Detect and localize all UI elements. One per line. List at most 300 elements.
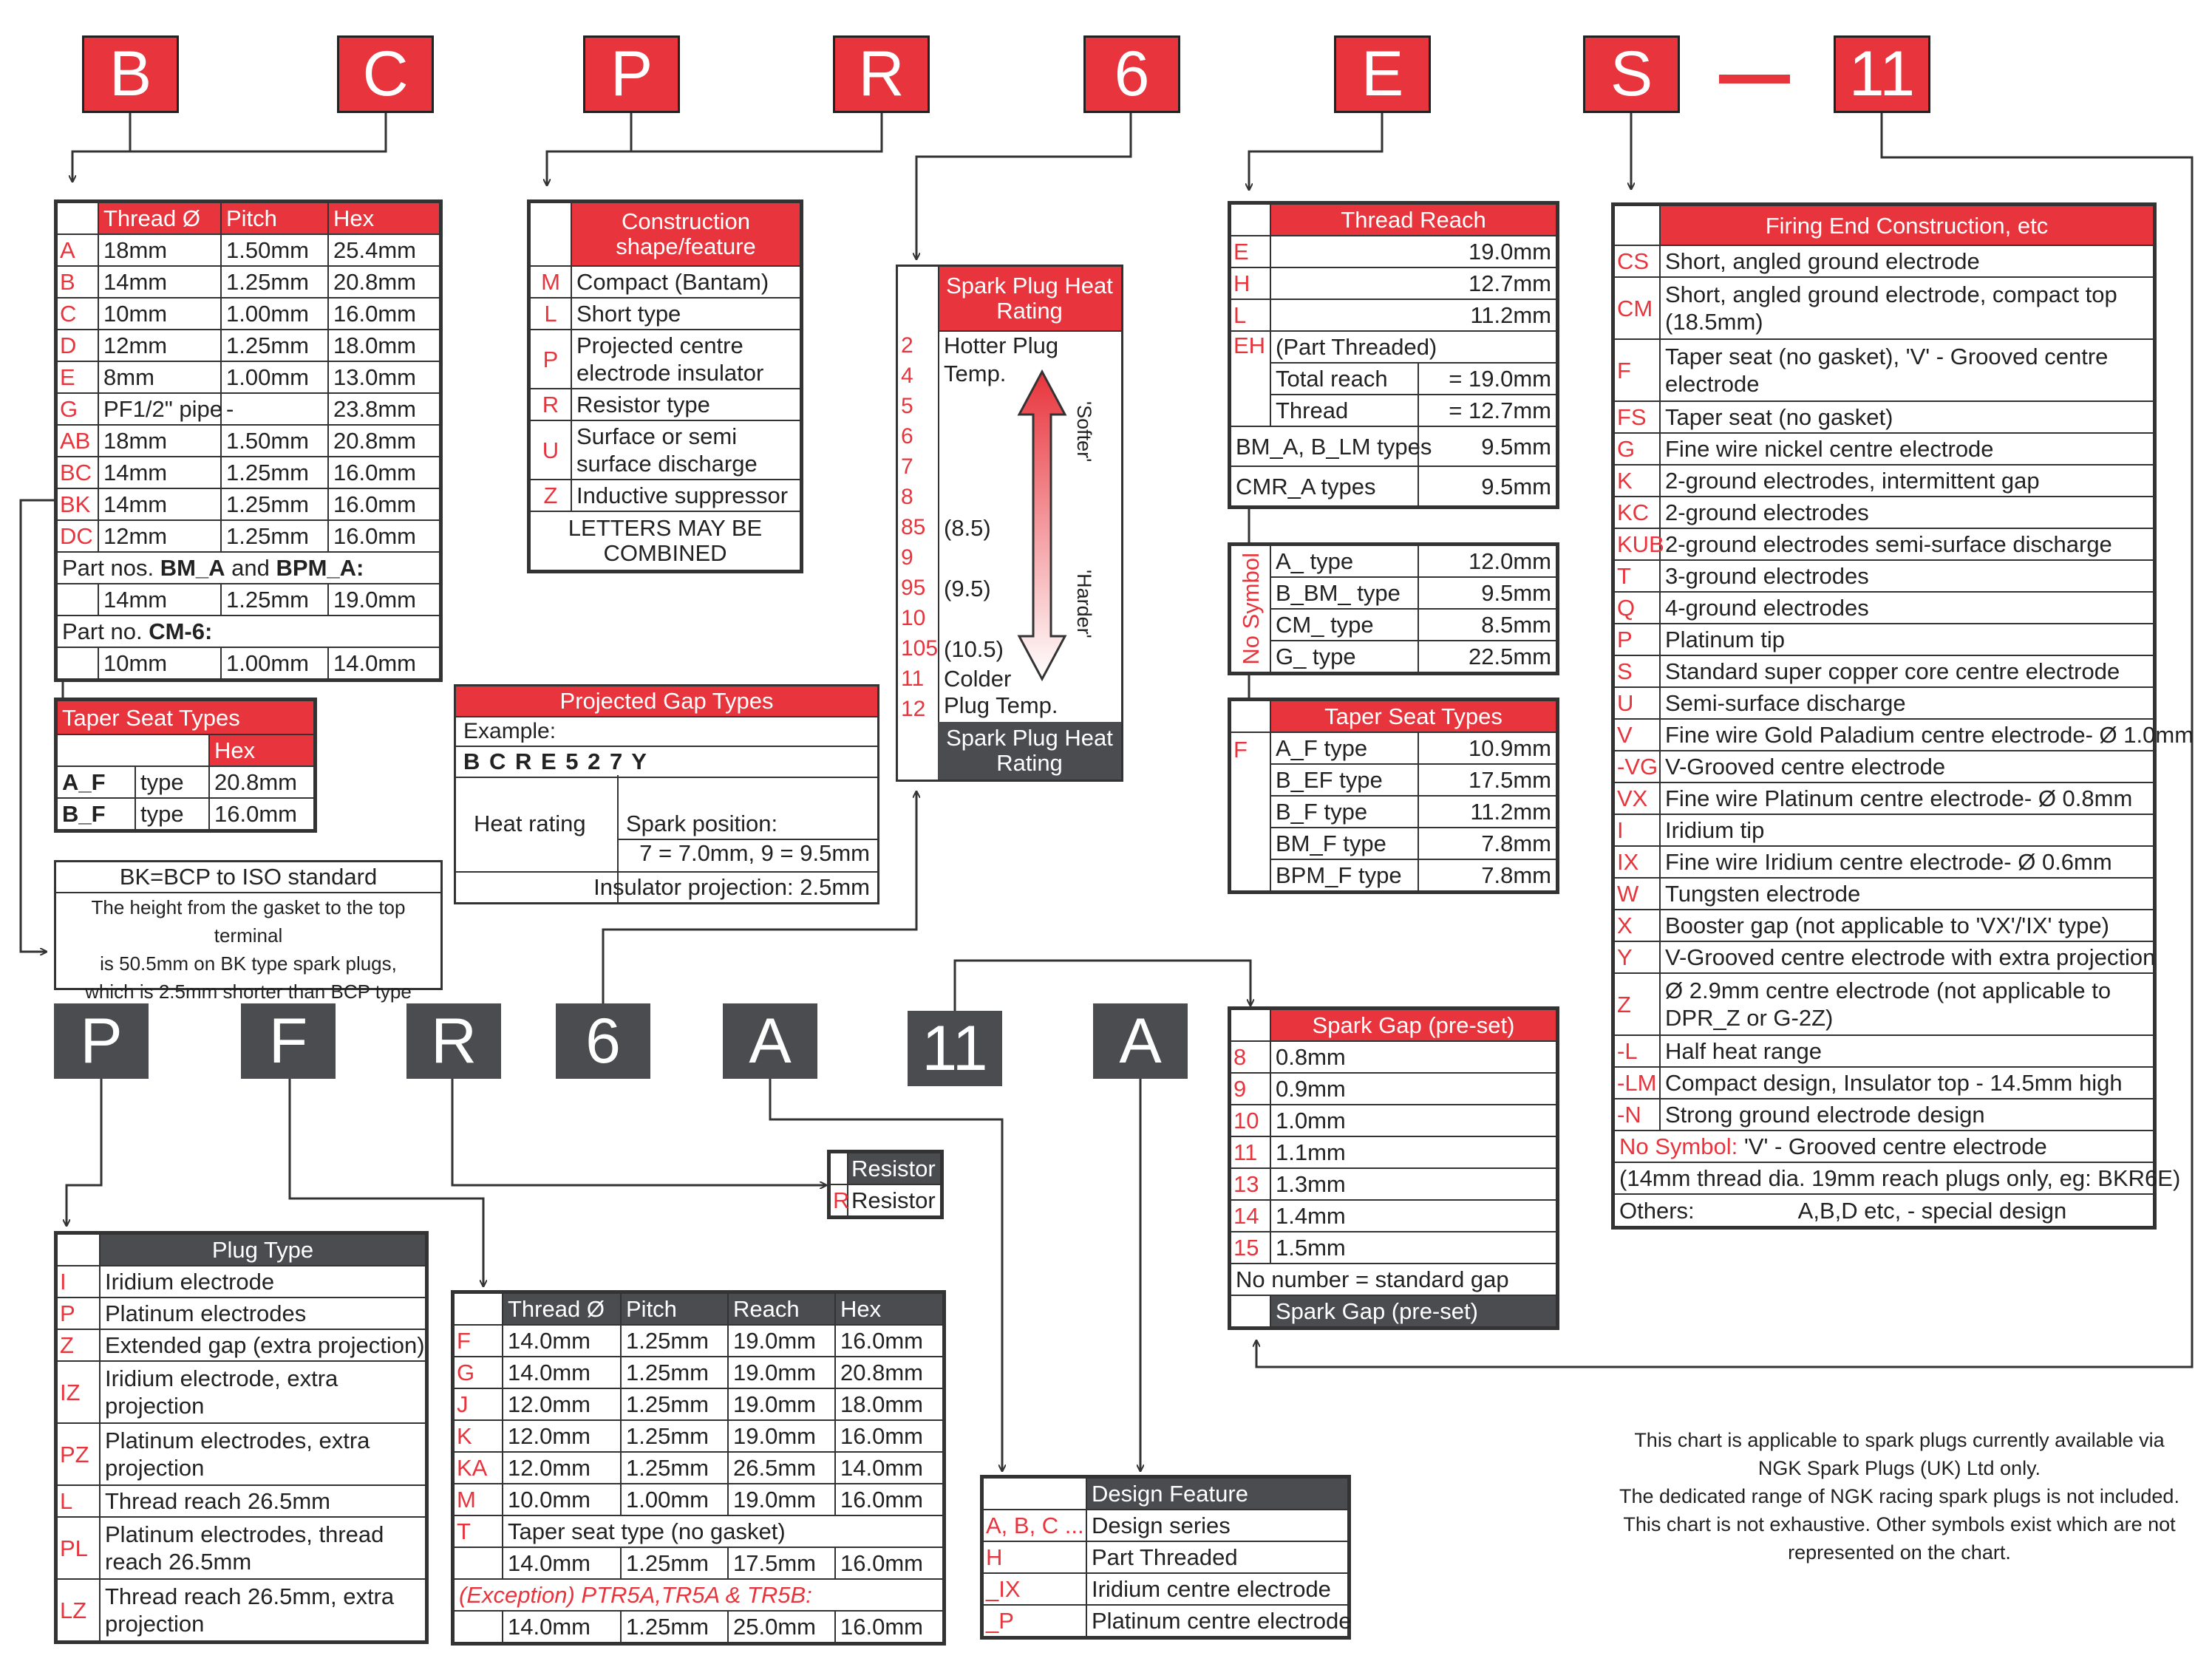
table-row [1231, 299, 1556, 331]
cell: Iridium electrode [100, 1266, 426, 1298]
no-symbol-text: 'V' - Grooved centre electrode [1743, 1133, 2047, 1159]
table-row [1614, 655, 2154, 687]
code: L [530, 298, 571, 330]
cell: 23.8mm [328, 393, 440, 425]
heat-code: 10 [901, 606, 926, 630]
cell: 12.0mm [503, 1420, 621, 1452]
taper-seat-types-left [54, 698, 317, 833]
table-row [1231, 236, 1556, 267]
cell: 17.5mm [728, 1547, 835, 1579]
cell: 16.0mm [328, 298, 440, 330]
table-row [57, 1579, 426, 1641]
table-row [1614, 973, 2154, 1035]
spark-position-label: Spark position: [626, 811, 778, 836]
code-letter-r: R [833, 35, 930, 113]
table-row [57, 1361, 426, 1423]
code: DC [57, 520, 98, 552]
table-row [454, 1357, 943, 1388]
cell: Semi-surface discharge [1660, 687, 2154, 719]
heat-code: 85 [901, 515, 926, 539]
thread-diameter-table [54, 200, 443, 682]
exception-note: (Exception) PTR5A,TR5A & TR5B: [454, 1579, 943, 1611]
label: Colder [944, 666, 1012, 692]
cell: 19.0mm [728, 1420, 835, 1452]
table-row [1614, 910, 2154, 941]
cell: Fine wire Iridium centre electrode- Ø 0.6mm [1660, 846, 2154, 878]
table-row [530, 420, 800, 480]
spark-position-values: 7 = 7.0mm, 9 = 9.5mm [639, 840, 870, 866]
part-number: CM-6: [149, 618, 213, 644]
table-row [454, 1388, 943, 1420]
footnote-line: NGK Spark Plugs (UK) Ltd only. [1757, 1457, 2041, 1479]
code: 8 [1231, 1041, 1270, 1073]
header-thread: Thread Ø [503, 1293, 621, 1325]
table-row [57, 457, 440, 488]
cell: 14.0mm [503, 1547, 621, 1579]
cell: = 19.0mm [1418, 363, 1556, 395]
code: 14 [1231, 1200, 1270, 1232]
table-row [1614, 846, 2154, 878]
cell: B_F type [1270, 796, 1418, 828]
cell: type [135, 766, 209, 798]
code: KA [454, 1452, 503, 1484]
heat-value-95: (9.5) [944, 576, 991, 601]
table-row [530, 480, 800, 511]
header-hex: Hex [835, 1293, 943, 1325]
table-row [1231, 1105, 1556, 1136]
cell: = 12.7mm [1418, 395, 1556, 426]
cell: 1.1mm [1270, 1136, 1556, 1168]
table-row [1231, 426, 1556, 466]
cell: 1.25mm [621, 1611, 728, 1643]
heat-code: 8 [901, 485, 913, 509]
code: C [57, 298, 98, 330]
heat-code: 105 [901, 636, 939, 661]
code: R [530, 389, 571, 420]
table-row [1231, 1200, 1556, 1232]
code: G [57, 393, 98, 425]
no-symbol-note: (14mm thread dia. 19mm reach plugs only, eg: BKR6E) [1614, 1162, 2154, 1194]
cell: Fine wire nickel centre electrode [1660, 433, 2154, 465]
thread-reach-title: Thread Reach [1270, 204, 1556, 236]
table-row [57, 647, 440, 679]
cell: 10.9mm [1418, 732, 1556, 764]
heat-code: 9 [901, 545, 913, 570]
table-row [530, 389, 800, 420]
table-row [1231, 1232, 1556, 1264]
table-row [530, 330, 800, 389]
cell: 20.8mm [328, 425, 440, 457]
cell: B_EF type [1270, 764, 1418, 796]
heat-rating-title: Spark Plug Heat Rating [938, 267, 1121, 332]
others-row [1614, 1194, 2154, 1227]
heat-code: 5 [901, 394, 913, 418]
heat-rating-label: Heat rating [474, 811, 586, 836]
cell: 13.0mm [328, 361, 440, 393]
header-pitch: Pitch [221, 202, 328, 234]
table-row [530, 298, 800, 330]
no-symbol-reach-table [1228, 542, 1559, 675]
table-row [1231, 641, 1556, 672]
table-row [57, 798, 314, 830]
cell: A_ type [1270, 545, 1418, 577]
table-row [1231, 1041, 1556, 1073]
code: LZ [57, 1579, 100, 1641]
chart-footnote [1596, 1426, 2202, 1566]
cell: 10mm [98, 647, 221, 679]
cell: 12mm [98, 330, 221, 361]
code: W [1614, 878, 1660, 910]
cell: 16.0mm [835, 1484, 943, 1515]
cell: Standard super copper core centre electrode [1660, 655, 2154, 687]
code: CM [1614, 277, 1660, 339]
code-number-11: 11 [1834, 35, 1930, 113]
table-row [1231, 764, 1556, 796]
part-cm-label-row [57, 616, 440, 647]
others-label: Others: [1619, 1197, 1695, 1224]
cell: 19.0mm [328, 584, 440, 616]
table-row [57, 266, 440, 298]
cell: 20.8mm [835, 1357, 943, 1388]
no-symbol-row [1614, 1131, 2154, 1162]
table-row [530, 266, 800, 298]
cell: 2-ground electrodes, intermittent gap [1660, 465, 2154, 497]
table-row [1231, 545, 1556, 577]
cell: 25.0mm [728, 1611, 835, 1643]
cell: 10.0mm [503, 1484, 621, 1515]
footnote-line: represented on the chart. [1788, 1541, 2011, 1564]
code: G [454, 1357, 503, 1388]
code-letter-s: S [1583, 35, 1680, 113]
code: BC [57, 457, 98, 488]
code: I [1614, 814, 1660, 846]
cell: 19.0mm [728, 1325, 835, 1357]
thread-reach-hex-table [451, 1290, 946, 1646]
code: -N [1614, 1099, 1660, 1131]
spark-gap-title: Spark Gap (pre-set) [1270, 1009, 1556, 1041]
label: Hotter Plug [944, 333, 1059, 358]
cell: 1.00mm [221, 647, 328, 679]
code: CS [1614, 245, 1660, 277]
cell: Total reach [1270, 363, 1418, 395]
cell: 18.0mm [328, 330, 440, 361]
code: R [830, 1184, 848, 1216]
cell: 1.4mm [1270, 1200, 1556, 1232]
cell: 19.0mm [728, 1357, 835, 1388]
cell: Platinum tip [1660, 624, 2154, 655]
note-line: which is 2.5mm shorter than BCP type [85, 981, 412, 1003]
footnote-line: The dedicated range of NGK racing spark plugs is not included. [1619, 1485, 2179, 1507]
table-row [454, 1420, 943, 1452]
code: E [1231, 236, 1270, 267]
cell: 16.0mm [209, 798, 314, 830]
table-row [1614, 560, 2154, 592]
code: PL [57, 1517, 100, 1579]
cell: 7.8mm [1418, 859, 1556, 891]
code-letter-p: P [583, 35, 680, 113]
footnote-line: This chart is applicable to spark plugs currently available via [1634, 1429, 2165, 1451]
table-row [1231, 1136, 1556, 1168]
no-symbol-label: No Symbol [1231, 545, 1270, 672]
table-row [1614, 941, 2154, 973]
table-row [1614, 528, 2154, 560]
cell: 16.0mm [835, 1325, 943, 1357]
cell: 7.8mm [1418, 828, 1556, 859]
code: A, B, C ... [983, 1510, 1086, 1541]
code: K [1614, 465, 1660, 497]
cell: Resistor type [571, 389, 800, 420]
table-row [57, 1329, 426, 1361]
cell: 1.50mm [221, 234, 328, 266]
table-row [1614, 401, 2154, 433]
code: FS [1614, 401, 1660, 433]
table-row [1231, 1073, 1556, 1105]
table-row [1614, 592, 2154, 624]
bottom-letter-6: 6 [556, 1003, 650, 1079]
table-row [1614, 1099, 2154, 1131]
cell: B_F [57, 798, 135, 830]
resistor-header: Resistor [848, 1153, 941, 1184]
code: PZ [57, 1423, 100, 1485]
label: Part no. [62, 618, 143, 644]
cell: 14.0mm [503, 1357, 621, 1388]
taper-seat-title: Taper Seat Types [1270, 700, 1556, 732]
code: IZ [57, 1361, 100, 1423]
cell: PF1/2" pipe [98, 393, 221, 425]
table-row [57, 520, 440, 552]
projected-gap-types [454, 684, 879, 904]
table-row [1231, 859, 1556, 891]
table-row [454, 1452, 943, 1484]
heat-code-column [898, 330, 938, 724]
part-number: BM_A [160, 555, 225, 581]
cell: 1.00mm [621, 1484, 728, 1515]
cell: Design series [1086, 1510, 1348, 1541]
code-letter-e: E [1334, 35, 1431, 113]
cell: 0.9mm [1270, 1073, 1556, 1105]
construction-table [527, 200, 803, 573]
table-row [454, 1325, 943, 1357]
table-row [1231, 267, 1556, 299]
example-label: Example: [456, 717, 877, 747]
code: F [1231, 732, 1270, 891]
table-row [454, 1547, 943, 1579]
cell: 14mm [98, 584, 221, 616]
label: and [231, 555, 270, 581]
table-row [454, 1611, 943, 1643]
gap-types-title: Projected Gap Types [456, 686, 877, 717]
code: -VG [1614, 751, 1660, 782]
table-row [1614, 277, 2154, 339]
bottom-letter-a: A [723, 1003, 817, 1079]
table-row [1614, 782, 2154, 814]
cell: Iridium centre electrode [1086, 1573, 1348, 1605]
table-row [983, 1573, 1348, 1605]
code: P [57, 1298, 100, 1329]
cell: 22.5mm [1418, 641, 1556, 672]
cell: Fine wire Platinum centre electrode- Ø 0.8mm [1660, 782, 2154, 814]
cell: 1.25mm [621, 1388, 728, 1420]
heat-code: 6 [901, 424, 913, 449]
code: Z [57, 1329, 100, 1361]
cell: B_BM_ type [1270, 577, 1418, 609]
code: -LM [1614, 1067, 1660, 1099]
cell: 1.00mm [221, 361, 328, 393]
cell: V-Grooved centre electrode [1660, 751, 2154, 782]
cell: 1.50mm [221, 425, 328, 457]
cell: 20.8mm [328, 266, 440, 298]
code: KC [1614, 497, 1660, 528]
cell: 12mm [98, 520, 221, 552]
cell: 11.2mm [1270, 299, 1556, 331]
code: 10 [1231, 1105, 1270, 1136]
code: F [454, 1325, 503, 1357]
code: A [57, 234, 98, 266]
cell: 14.0mm [328, 647, 440, 679]
bk-note-box [54, 860, 443, 1003]
table-row [57, 1266, 426, 1298]
cell: 1.25mm [621, 1547, 728, 1579]
table-row [57, 1423, 426, 1485]
bk-note-text [56, 893, 440, 1006]
thread-reach-table [1228, 201, 1559, 509]
code: G [1614, 433, 1660, 465]
table-row [1231, 577, 1556, 609]
example-code: B C R E 5 2 7 Y [456, 747, 877, 778]
code: 15 [1231, 1232, 1270, 1264]
cell: Ø 2.9mm centre electrode (not applicable to DPR_Z or G-2Z) [1660, 973, 2154, 1035]
firing-end-title: Firing End Construction, etc [1660, 205, 2154, 245]
heat-code: 12 [901, 697, 926, 721]
cell: 20.8mm [209, 766, 314, 798]
heat-rating-table [896, 265, 1123, 782]
bottom-letter-a-design: A [1093, 1003, 1188, 1079]
standard-gap-note: No number = standard gap [1231, 1264, 1556, 1295]
cell: V-Grooved centre electrode with extra projection [1660, 941, 2154, 973]
cell: 9.5mm [1418, 577, 1556, 609]
cell: A_F type [1270, 732, 1418, 764]
table-row [454, 1484, 943, 1515]
header-reach: Reach [728, 1293, 835, 1325]
heat-value-105: (10.5) [944, 636, 1004, 662]
cell: 10mm [98, 298, 221, 330]
heat-code: 95 [901, 576, 926, 600]
cell: 12.7mm [1270, 267, 1556, 299]
cell: Surface or semi surface discharge [571, 420, 800, 480]
table-row [1231, 363, 1556, 395]
cell: 16.0mm [835, 1547, 943, 1579]
bottom-number-11: 11 [908, 1011, 1002, 1086]
insulator-projection: Insulator projection: 2.5mm [593, 874, 870, 900]
code: L [57, 1485, 100, 1517]
cell: Taper seat type (no gasket) [503, 1515, 943, 1547]
table-row [57, 425, 440, 457]
heat-code: 11 [901, 666, 925, 691]
cell: 14mm [98, 266, 221, 298]
harder-label: 'Harder' [1073, 570, 1095, 638]
code: P [1614, 624, 1660, 655]
code: _P [983, 1605, 1086, 1637]
cell: BM_A, B_LM types [1231, 426, 1418, 466]
taper-seat-title: Taper Seat Types [57, 700, 314, 734]
table-row [983, 1510, 1348, 1541]
cell: (Part Threaded) [1270, 331, 1556, 363]
cell: 18mm [98, 234, 221, 266]
cell: 16.0mm [328, 520, 440, 552]
table-row [1231, 466, 1556, 506]
table-row [1614, 497, 2154, 528]
table-row [1614, 1035, 2154, 1067]
header-hex: Hex [328, 202, 440, 234]
cell: G_ type [1270, 641, 1418, 672]
code: Q [1614, 592, 1660, 624]
code: S [1614, 655, 1660, 687]
cell: 1.25mm [221, 488, 328, 520]
others-text: A,B,D etc, - special design [1797, 1197, 2067, 1224]
code: I [57, 1266, 100, 1298]
code: V [1614, 719, 1660, 751]
cell: 8mm [98, 361, 221, 393]
cell: - [221, 393, 328, 425]
code: Z [1614, 973, 1660, 1035]
cell: Extended gap (extra projection) [100, 1329, 426, 1361]
cell: 1.25mm [221, 520, 328, 552]
table-row [57, 1485, 426, 1517]
code: AB [57, 425, 98, 457]
table-row [57, 1298, 426, 1329]
code: B [57, 266, 98, 298]
cell: Taper seat (no gasket) [1660, 401, 2154, 433]
cell: 1.3mm [1270, 1168, 1556, 1200]
resistor-table [827, 1150, 944, 1219]
cell: 1.25mm [221, 584, 328, 616]
cell: 14.0mm [835, 1452, 943, 1484]
code: J [454, 1388, 503, 1420]
cell: 8.5mm [1418, 609, 1556, 641]
code: BK [57, 488, 98, 520]
table-row [1231, 732, 1556, 764]
cell: Taper seat (no gasket), 'V' - Grooved centre electrode [1660, 339, 2154, 401]
code: U [1614, 687, 1660, 719]
cell: 14mm [98, 488, 221, 520]
code: E [57, 361, 98, 393]
code: L [1231, 299, 1270, 331]
table-row [57, 1517, 426, 1579]
cell: Booster gap (not applicable to 'VX'/'IX' type) [1660, 910, 2154, 941]
heat-value-85: (8.5) [944, 515, 991, 541]
cell: BM_F type [1270, 828, 1418, 859]
cell: 19.0mm [728, 1388, 835, 1420]
cell: Tungsten electrode [1660, 878, 2154, 910]
table-row [830, 1184, 941, 1216]
code: M [530, 266, 571, 298]
table-row [1614, 339, 2154, 401]
code: 13 [1231, 1168, 1270, 1200]
note-line: The height from the gasket to the top terminal [91, 896, 406, 947]
design-feature-title: Design Feature [1086, 1478, 1348, 1510]
code: Z [530, 480, 571, 511]
table-row [57, 298, 440, 330]
cell: Thread reach 26.5mm [100, 1485, 426, 1517]
cell: 16.0mm [328, 488, 440, 520]
cell: Resistor [848, 1184, 941, 1216]
cell: Short, angled ground electrode [1660, 245, 2154, 277]
heat-code: 2 [901, 333, 913, 358]
header-pitch: Pitch [621, 1293, 728, 1325]
code: _IX [983, 1573, 1086, 1605]
part-bm-label-row [57, 552, 440, 584]
cell: Iridium tip [1660, 814, 2154, 846]
